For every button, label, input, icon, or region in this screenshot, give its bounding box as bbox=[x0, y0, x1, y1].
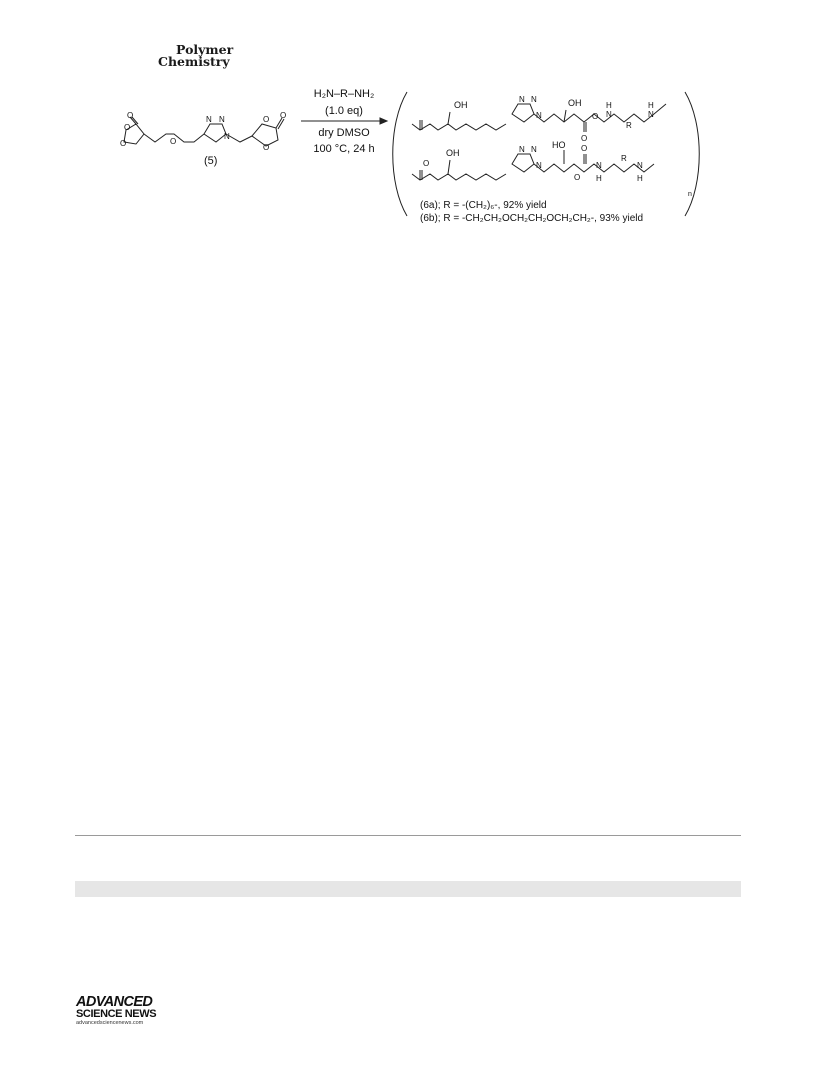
journal-name-line2: Chemistry bbox=[158, 54, 230, 69]
reaction-scheme bbox=[100, 84, 720, 234]
product-chain-bottom-right bbox=[534, 164, 654, 172]
atom-o: O bbox=[120, 139, 127, 148]
reagent-diamine: H₂N‒R‒NH₂ bbox=[313, 88, 375, 100]
reaction-solvent: dry DMSO bbox=[318, 127, 370, 139]
starting-material-label: (5) bbox=[204, 155, 218, 167]
triazole-ring-bottom bbox=[512, 154, 534, 172]
product-chain-top bbox=[412, 124, 506, 130]
atom-n: N bbox=[531, 95, 537, 104]
atom-o: O bbox=[581, 134, 588, 143]
atom-oh: OH bbox=[568, 98, 582, 108]
reaction-conditions: 100 °C, 24 h bbox=[313, 143, 375, 155]
triazole-ring-5 bbox=[204, 124, 226, 142]
atom-h: H bbox=[606, 101, 612, 110]
atom-n: N bbox=[519, 145, 525, 154]
atom-o: O bbox=[124, 123, 131, 132]
logo-line1: ADVANCED bbox=[76, 994, 153, 1010]
atom-o: O bbox=[280, 111, 287, 120]
bracket-left bbox=[393, 92, 407, 216]
product-chain-top-right bbox=[534, 104, 666, 122]
atom-o: O bbox=[574, 173, 581, 182]
atom-h: H bbox=[637, 174, 643, 183]
atom-n: N bbox=[637, 161, 643, 170]
atom-n: N bbox=[606, 110, 612, 119]
atom-n: N bbox=[648, 110, 654, 119]
triazole-ring-top bbox=[512, 104, 534, 122]
atom-oh: OH bbox=[454, 100, 468, 110]
journal-name-line1: Polymer bbox=[176, 42, 234, 57]
product-6b-label: (6b); R = -CH₂CH₂OCH₂CH₂OCH₂CH₂-, 93% yield bbox=[420, 213, 644, 224]
footer-band bbox=[75, 881, 741, 897]
atom-oh: OH bbox=[446, 148, 460, 158]
atom-o: O bbox=[581, 144, 588, 153]
atom-o: O bbox=[423, 159, 430, 168]
atom-n: N bbox=[206, 115, 212, 124]
logo-line2: SCIENCE NEWS bbox=[76, 1008, 157, 1020]
atom-h: H bbox=[596, 174, 602, 183]
atom-n: N bbox=[596, 161, 602, 170]
atom-o: O bbox=[127, 111, 134, 120]
atom-n: N bbox=[536, 161, 542, 170]
advanced-science-news-logo bbox=[76, 996, 176, 1027]
reaction-scheme-svg bbox=[100, 84, 720, 234]
atom-r: R bbox=[621, 154, 627, 163]
repeat-unit-n: n bbox=[688, 191, 692, 198]
atom-o: O bbox=[263, 143, 270, 152]
atom-n: N bbox=[219, 115, 225, 124]
journal-logo bbox=[158, 44, 233, 68]
atom-ho: HO bbox=[552, 140, 566, 150]
product-6a-label: (6a); R = -(CH₂)₆-, 92% yield bbox=[420, 200, 547, 211]
atom-n: N bbox=[536, 111, 542, 120]
atom-h: H bbox=[648, 101, 654, 110]
atom-n: N bbox=[519, 95, 525, 104]
reagent-equivalents: (1.0 eq) bbox=[325, 105, 363, 117]
logo-url: advancedsciencenews.com bbox=[76, 1020, 144, 1026]
product-chain-bottom bbox=[412, 174, 506, 180]
atom-o: O bbox=[170, 137, 177, 146]
atom-o: O bbox=[592, 112, 599, 121]
atom-r: R bbox=[626, 121, 632, 130]
atom-n: N bbox=[531, 145, 537, 154]
footer-divider bbox=[75, 835, 741, 836]
ether-linker-right bbox=[226, 134, 252, 142]
atom-n: N bbox=[224, 132, 230, 141]
atom-o: O bbox=[263, 115, 270, 124]
